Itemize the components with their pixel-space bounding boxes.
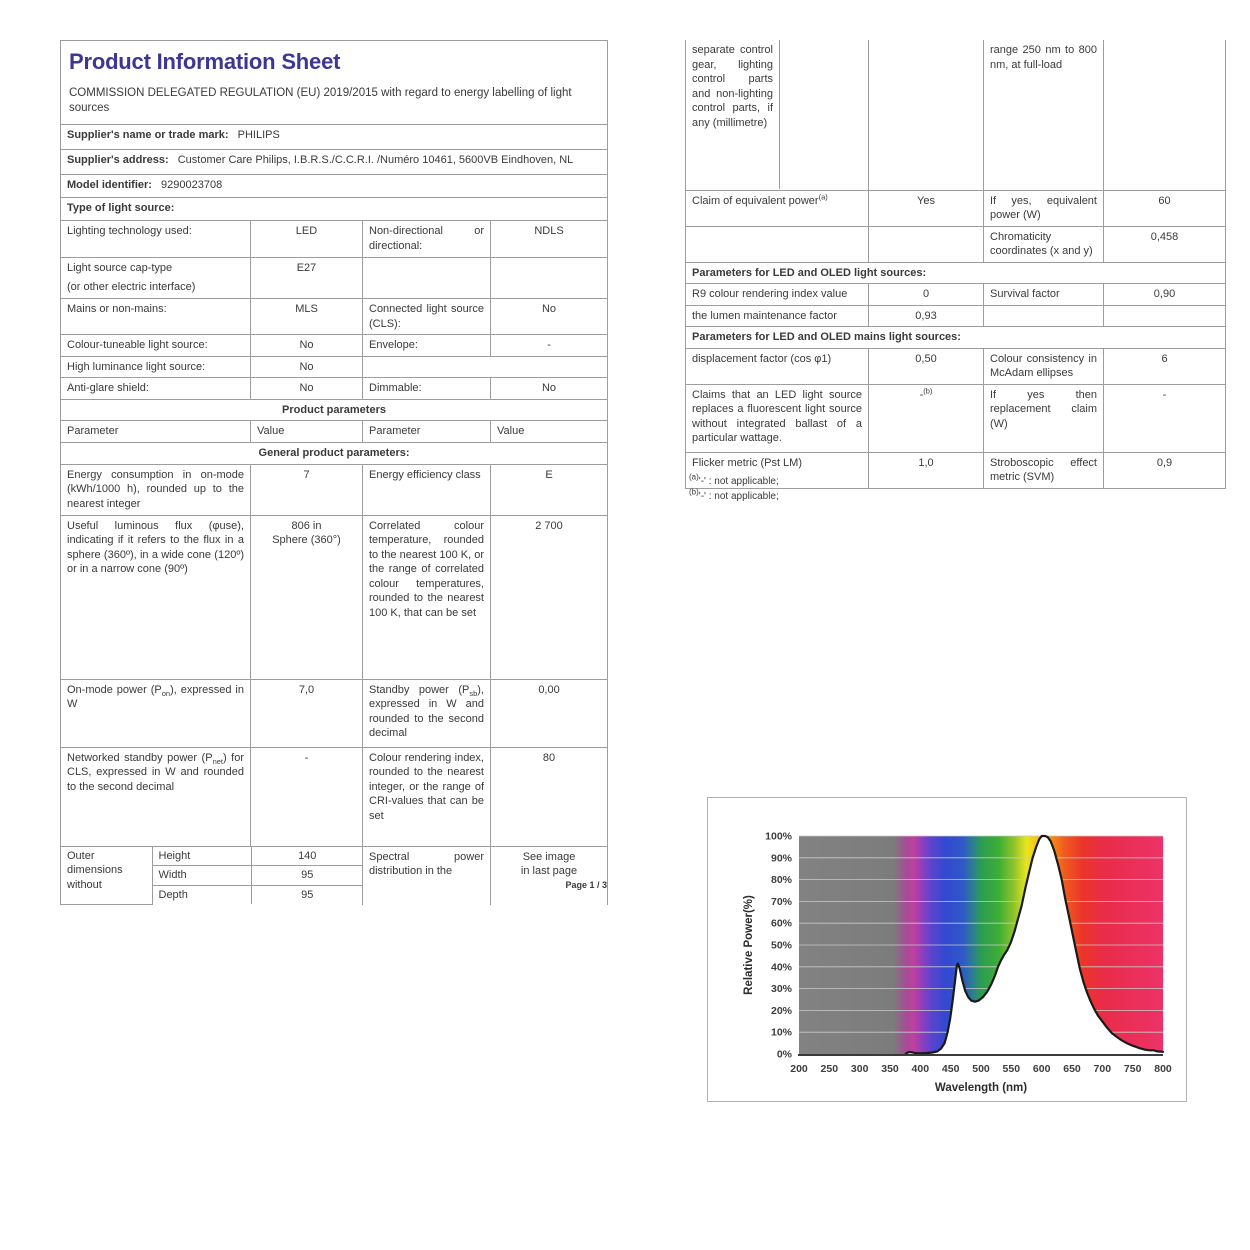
svg-text:60%: 60% bbox=[770, 917, 792, 930]
empty-cell bbox=[686, 226, 869, 262]
continued-dimensions-label: separate control gear, lighting control parts and non-lighting control parts, if any (millimetre) bbox=[686, 40, 780, 189]
svg-text:750: 750 bbox=[1123, 1063, 1142, 1075]
table-row: Claims that an LED light source replaces a fluorescent light source without integrated ballast of a particular wattage. -$^{(b)}$ If yes then replacement claim (W) - bbox=[686, 384, 1226, 452]
svg-text:650: 650 bbox=[1063, 1063, 1081, 1075]
table-row: Networked standby power $(P_{net})$ for CLS, expressed in W and rounded to the second decimal - Colour rendering index, rounded to the nearest integer, or the range of CRI-values that can be set 80 bbox=[61, 747, 608, 846]
param-value: 7,0 bbox=[251, 679, 363, 747]
led-oled-parameters-heading: Parameters for LED and OLED light sources: bbox=[686, 262, 1226, 284]
table-row bbox=[61, 515, 608, 679]
svg-text:600: 600 bbox=[1032, 1063, 1051, 1075]
outer-dimensions-label: Outer dimensions without bbox=[61, 847, 152, 905]
svg-text:90%: 90% bbox=[770, 852, 792, 865]
supplier-address-value: Customer Care Philips, I.B.R.S./C.C.R.I. /Numéro 10461, 5600VB Eindhoven, NL bbox=[177, 154, 574, 167]
column-header: Value bbox=[251, 421, 363, 443]
supplier-address-label: Supplier's address: bbox=[67, 154, 169, 167]
param-label: High luminance light source: bbox=[61, 356, 251, 378]
regulation-subtitle: COMMISSION DELEGATED REGULATION (EU) 2019/2015 with regard to energy labelling of light sources bbox=[69, 87, 572, 115]
param-value: 80 bbox=[491, 747, 608, 846]
supplier-name-value: PHILIPS bbox=[237, 129, 280, 142]
svg-text:550: 550 bbox=[1002, 1063, 1021, 1075]
param-label: Networked standby power (P bbox=[67, 751, 213, 764]
svg-text:0%: 0% bbox=[776, 1048, 792, 1061]
param-label: Chromaticity coordinates (x and y) bbox=[984, 226, 1104, 262]
table-row bbox=[61, 464, 608, 515]
left-table bbox=[60, 40, 608, 905]
param-label: Spectral power distribution in the bbox=[363, 846, 491, 905]
footnote-a: $^{(a)}$'-' : not applicable; bbox=[689, 472, 779, 487]
empty-cell bbox=[1104, 40, 1226, 190]
param-label: Correlated colour temperature, rounded to the nearest 100 K, or the range of correlated colour temperatures, rounded to the nearest 100 K, that can be set bbox=[363, 515, 491, 679]
table-row: Claim of equivalent power$^{(a)}$ Yes If yes, equivalent power (W) 60 bbox=[686, 190, 1226, 226]
empty-cell bbox=[869, 40, 984, 190]
param-value: - bbox=[491, 335, 608, 357]
right-table bbox=[685, 40, 1226, 489]
empty-cell bbox=[363, 258, 491, 299]
param-value: 0,90 bbox=[1104, 284, 1226, 306]
column-header: Value bbox=[491, 421, 608, 443]
svg-text:300: 300 bbox=[850, 1063, 869, 1075]
param-label: Useful luminous flux (φuse), indicating if it refers to the flux in a sphere (360º), in a wide cone (120º) or in a narrow cone (90º) bbox=[61, 515, 251, 679]
param-value: 0,458 bbox=[1104, 226, 1226, 262]
dimension-label: Width bbox=[152, 866, 251, 886]
param-label-line2: (or other electric interface) bbox=[67, 280, 196, 293]
spectral-power-distribution-chart bbox=[707, 797, 1187, 1102]
page-number: Page 1 / 3 bbox=[565, 880, 607, 890]
param-value: NDLS bbox=[491, 221, 608, 258]
footnotes bbox=[689, 472, 779, 506]
param-value: MLS bbox=[251, 299, 363, 335]
param-label: Mains or non-mains: bbox=[61, 299, 251, 335]
param-value: 2 700 bbox=[491, 515, 608, 679]
svg-text:40%: 40% bbox=[770, 961, 792, 974]
param-value: See image bbox=[522, 850, 576, 863]
param-label: If yes, equivalent power (W) bbox=[984, 190, 1104, 226]
param-label: Colour consistency in McAdam ellipses bbox=[984, 348, 1104, 384]
param-value: Yes bbox=[869, 190, 984, 226]
param-label: Energy consumption in on-mode (kWh/1000 h), rounded up to the nearest integer bbox=[61, 464, 251, 515]
svg-text:400: 400 bbox=[911, 1063, 930, 1075]
param-value-line2: Sphere (360°) bbox=[272, 534, 341, 547]
param-value: 1,0 bbox=[869, 452, 984, 488]
empty-cell bbox=[363, 356, 608, 378]
column-header: Parameter bbox=[363, 421, 491, 443]
param-value: - bbox=[919, 388, 924, 401]
empty-cell bbox=[869, 226, 984, 262]
table-row bbox=[686, 305, 1226, 327]
table-row bbox=[61, 356, 608, 378]
svg-text:30%: 30% bbox=[770, 983, 792, 996]
param-value: 7 bbox=[251, 464, 363, 515]
column-header-row bbox=[61, 421, 608, 443]
table-row bbox=[61, 335, 608, 357]
param-value: E27 bbox=[251, 258, 363, 299]
param-label: displacement factor (cos φ1) bbox=[686, 348, 869, 384]
model-identifier-label: Model identifier: bbox=[67, 179, 152, 192]
svg-text:Wavelength (nm): Wavelength (nm) bbox=[934, 1082, 1028, 1094]
param-label: On-mode power (P bbox=[67, 683, 162, 696]
title-row bbox=[61, 41, 608, 125]
svg-text:800: 800 bbox=[1154, 1063, 1172, 1075]
param-value: No bbox=[251, 335, 363, 357]
svg-text:70%: 70% bbox=[770, 895, 792, 908]
param-value: No bbox=[491, 299, 608, 335]
empty-cell bbox=[984, 305, 1104, 327]
column-header: Parameter bbox=[61, 421, 251, 443]
table-row bbox=[686, 284, 1226, 306]
param-value: No bbox=[251, 356, 363, 378]
param-label: Connected light source (CLS): bbox=[363, 299, 491, 335]
param-label: Non-directional or directional: bbox=[363, 221, 491, 258]
param-label: Colour-tuneable light source: bbox=[61, 335, 251, 357]
param-value: 60 bbox=[1104, 190, 1226, 226]
param-label: Energy efficiency class bbox=[363, 464, 491, 515]
supplier-address-row bbox=[61, 150, 608, 175]
dimension-value: 140 bbox=[251, 847, 363, 866]
empty-cell bbox=[491, 258, 608, 299]
param-value: LED bbox=[251, 221, 363, 258]
param-label: Dimmable: bbox=[363, 378, 491, 400]
empty-cell bbox=[780, 40, 868, 189]
param-value: 0,00 bbox=[491, 679, 608, 747]
param-label: R9 colour rendering index value bbox=[686, 284, 869, 306]
supplier-name-label: Supplier's name or trade mark: bbox=[67, 129, 229, 142]
outer-dimensions-subtable bbox=[61, 847, 363, 905]
svg-text:700: 700 bbox=[1093, 1063, 1112, 1075]
param-value: 0,9 bbox=[1104, 452, 1226, 488]
svg-text:80%: 80% bbox=[770, 874, 792, 887]
param-value: 0 bbox=[869, 284, 984, 306]
svg-text:50%: 50% bbox=[770, 939, 792, 952]
section-header-row bbox=[686, 327, 1226, 349]
continued-spectral-range-label: range 250 nm to 800 nm, at full-load bbox=[984, 40, 1104, 190]
model-identifier-value: 9290023708 bbox=[161, 179, 223, 192]
dimension-label: Depth bbox=[152, 885, 251, 904]
param-label: Claim of equivalent power bbox=[692, 194, 819, 207]
param-label: Standby power (P bbox=[369, 683, 470, 696]
param-label: Survival factor bbox=[984, 284, 1104, 306]
param-value-line2: in last page bbox=[520, 865, 578, 878]
table-row bbox=[686, 226, 1226, 262]
param-label: Lighting technology used: bbox=[61, 221, 251, 258]
section-header-row bbox=[686, 262, 1226, 284]
param-label: Flicker metric (Pst LM) bbox=[686, 452, 869, 488]
table-row bbox=[61, 221, 608, 258]
param-value: 0,93 bbox=[869, 305, 984, 327]
general-product-parameters-heading: General product parameters: bbox=[61, 442, 608, 464]
param-label: If yes then replacement claim (W) bbox=[984, 384, 1104, 452]
svg-text:100%: 100% bbox=[765, 830, 792, 843]
empty-cell bbox=[1104, 305, 1226, 327]
param-label: Colour rendering index, rounded to the nearest integer, or the range of CRI-values that can be set bbox=[363, 747, 491, 846]
svg-text:Relative Power(%): Relative Power(%) bbox=[743, 895, 755, 995]
param-label: Light source cap-type bbox=[67, 262, 173, 275]
spectral-power-chart-svg bbox=[708, 798, 1186, 1101]
type-of-light-source-heading: Type of light source: bbox=[61, 198, 608, 221]
table-row bbox=[61, 299, 608, 335]
param-label: the lumen maintenance factor bbox=[686, 305, 869, 327]
param-value: - bbox=[251, 747, 363, 846]
dimension-value: 95 bbox=[251, 866, 363, 886]
supplier-name-row bbox=[61, 125, 608, 150]
table-row bbox=[61, 258, 608, 299]
param-value: - bbox=[1104, 384, 1226, 452]
param-label: Anti-glare shield: bbox=[61, 378, 251, 400]
param-value: 6 bbox=[1104, 348, 1226, 384]
table-row: On-mode power $(P_{on})$, expressed in W 7,0 Standby power $(P_{sb})$, expressed in W and rounded to the second decimal 0,00 bbox=[61, 679, 608, 747]
svg-text:20%: 20% bbox=[770, 1004, 792, 1017]
section-header-row bbox=[61, 442, 608, 464]
page-title: Product Information Sheet bbox=[69, 49, 341, 74]
param-label: Stroboscopic effect metric (SVM) bbox=[984, 452, 1104, 488]
svg-text:350: 350 bbox=[881, 1063, 899, 1075]
svg-text:250: 250 bbox=[820, 1063, 839, 1075]
section-header-row bbox=[61, 399, 608, 421]
table-row bbox=[686, 348, 1226, 384]
type-of-light-source-heading-row bbox=[61, 198, 608, 221]
param-label: Claims that an LED light source replaces a fluorescent light source without integrated ballast of a particular wattage. bbox=[686, 384, 869, 452]
param-value: E bbox=[491, 464, 608, 515]
footnote-b: $^{(b)}$'-' : not applicable; bbox=[689, 487, 779, 502]
param-label: Envelope: bbox=[363, 335, 491, 357]
param-value: No bbox=[491, 378, 608, 400]
product-parameters-heading: Product parameters bbox=[61, 399, 608, 421]
model-identifier-row bbox=[61, 175, 608, 198]
svg-text:10%: 10% bbox=[770, 1026, 792, 1039]
dimension-value: 95 bbox=[251, 885, 363, 904]
dimension-label: Height bbox=[152, 847, 251, 866]
continued-row bbox=[686, 40, 1226, 190]
table-row bbox=[61, 378, 608, 400]
param-value: 806 in bbox=[291, 519, 322, 532]
svg-text:500: 500 bbox=[972, 1063, 990, 1075]
param-value: 0,50 bbox=[869, 348, 984, 384]
svg-text:450: 450 bbox=[941, 1063, 960, 1075]
led-oled-mains-parameters-heading: Parameters for LED and OLED mains light sources: bbox=[686, 327, 1226, 349]
outer-dimensions-row bbox=[61, 846, 608, 905]
svg-text:200: 200 bbox=[790, 1063, 808, 1075]
param-value: No bbox=[251, 378, 363, 400]
